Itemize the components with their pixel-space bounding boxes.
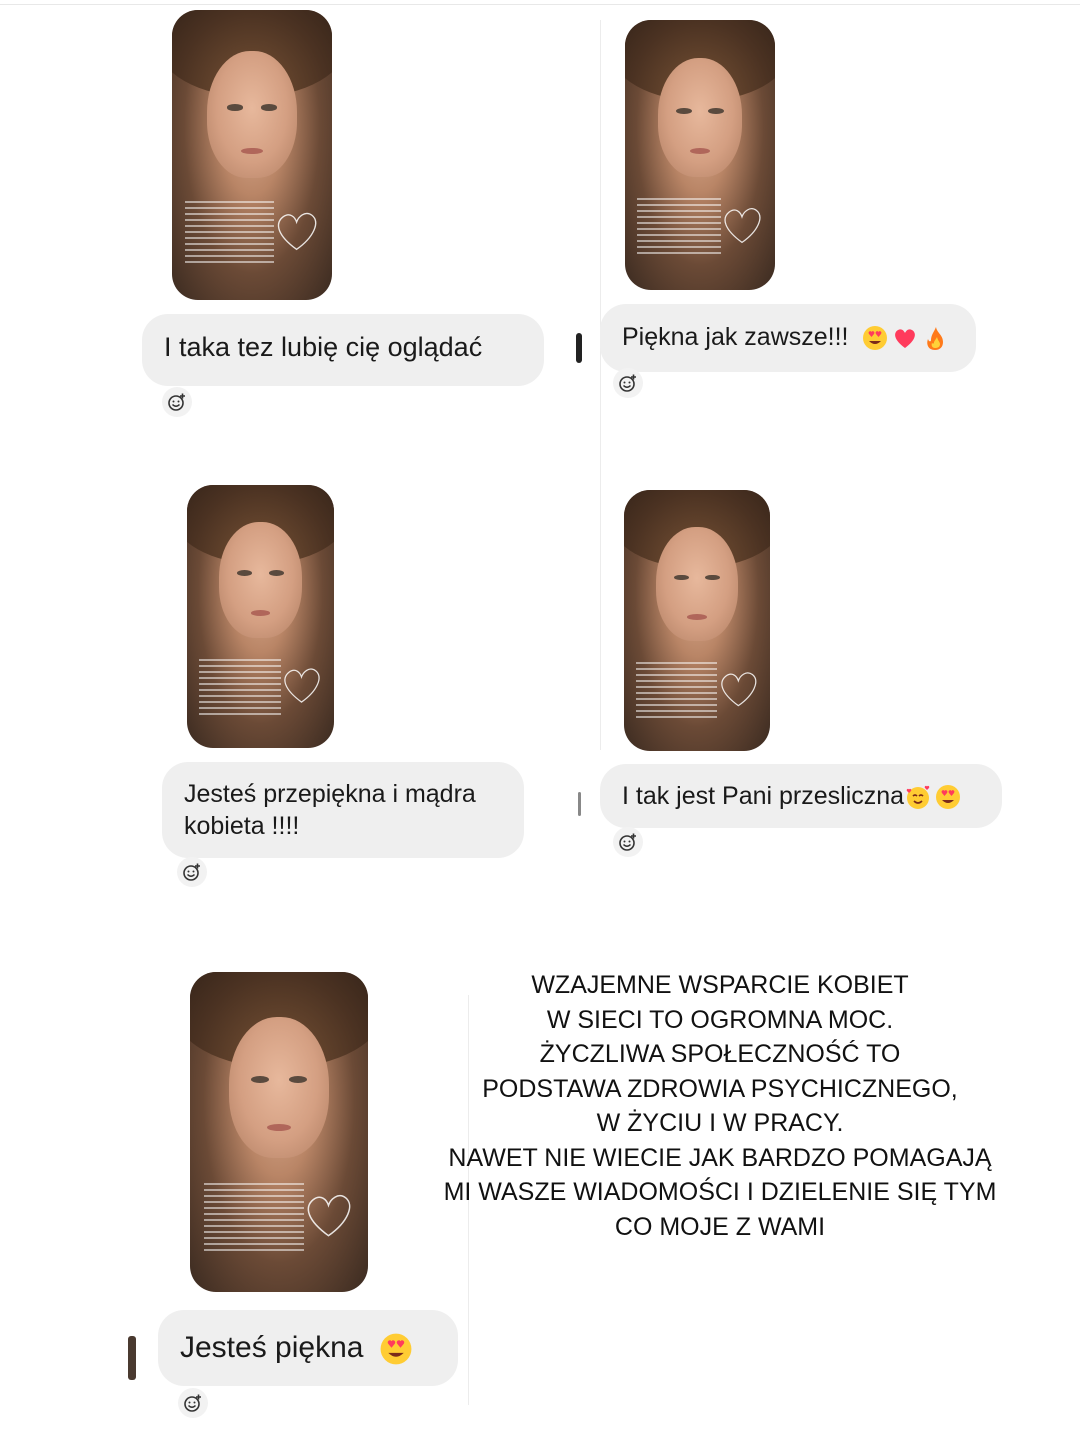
message-text: Jesteś przepiękna i mądra kobieta !!!!: [184, 780, 476, 840]
note-line: CO MOJE Z WAMI: [614, 1212, 826, 1241]
support-note: [440, 968, 1000, 1244]
heart-eyes-emoji: [934, 783, 962, 811]
add-reaction-icon[interactable]: [613, 368, 643, 398]
heart-eyes-emoji: [378, 1331, 414, 1367]
story-thumbnail[interactable]: [172, 10, 332, 300]
top-divider: [0, 4, 1080, 5]
message-text: Jesteś piękna: [180, 1331, 364, 1364]
message-bubble[interactable]: [142, 314, 544, 386]
message-bubble[interactable]: [600, 304, 976, 372]
message-bubble[interactable]: [600, 764, 1002, 828]
message-bubble[interactable]: [162, 762, 524, 858]
message-bubble[interactable]: [158, 1310, 458, 1386]
reply-indicator: [576, 333, 582, 363]
fire-emoji: [921, 324, 949, 352]
note-line: W ŻYCIU I W PRACY.: [596, 1109, 844, 1137]
add-reaction-icon[interactable]: [162, 387, 192, 417]
heart-eyes-emoji: [861, 324, 889, 352]
story-thumbnail[interactable]: [187, 485, 334, 748]
story-thumbnail[interactable]: [624, 490, 770, 751]
story-thumbnail[interactable]: [625, 20, 775, 290]
message-text: I taka tez lubię cię oglądać: [164, 332, 483, 362]
emoji-group: [904, 783, 962, 811]
reply-indicator: [578, 792, 581, 816]
add-reaction-icon[interactable]: [177, 857, 207, 887]
note-line: PODSTAWA ZDROWIA PSYCHICZNEGO,: [482, 1074, 958, 1103]
smiling-hearts-emoji: [904, 783, 932, 811]
message-text: Piękna jak zawsze!!!: [622, 323, 849, 351]
note-line: NAWET NIE WIECIE JAK BARDZO POMAGAJĄ: [448, 1143, 992, 1172]
note-line: W SIECI TO OGROMNA MOC.: [546, 1005, 894, 1034]
emoji-group: [378, 1331, 414, 1367]
message-text: I tak jest Pani przesliczna: [622, 782, 905, 810]
note-line: ŻYCZLIWA SPOŁECZNOŚĆ TO: [539, 1040, 901, 1068]
heart-emoji: [891, 324, 919, 352]
add-reaction-icon[interactable]: [613, 827, 643, 857]
add-reaction-icon[interactable]: [178, 1388, 208, 1418]
note-line: MI WASZE WIADOMOŚCI I DZIELENIE SIĘ TYM: [443, 1178, 997, 1206]
note-line: WZAJEMNE WSPARCIE KOBIET: [531, 971, 909, 999]
story-thumbnail[interactable]: [190, 972, 368, 1292]
column-divider: [600, 20, 601, 750]
emoji-group: [861, 324, 949, 352]
avatar-edge: [128, 1336, 136, 1380]
